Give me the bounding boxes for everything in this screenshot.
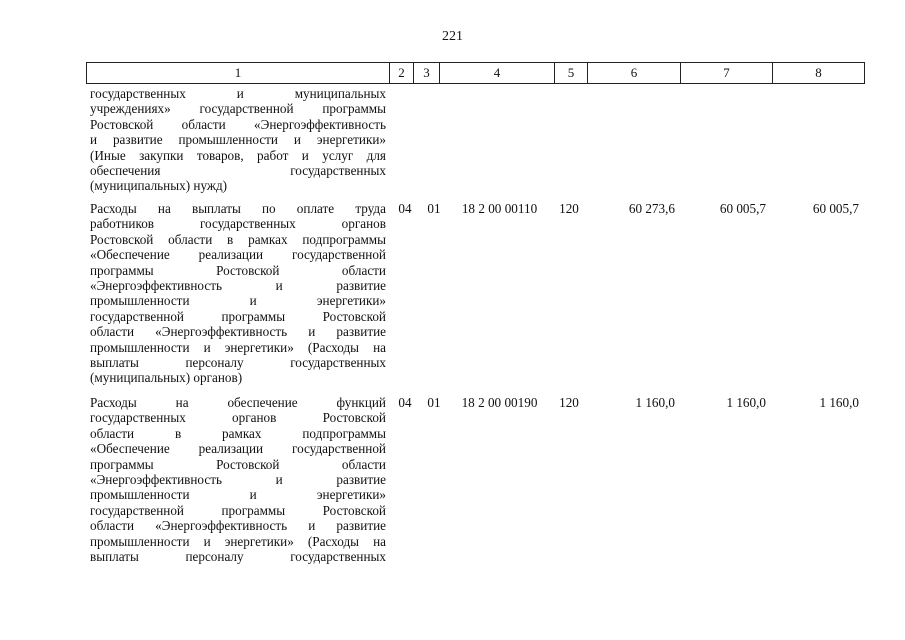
text-line: учреждениях» государственной программы bbox=[90, 101, 386, 117]
text-line: обеспечения государственных bbox=[90, 163, 386, 179]
table-header bbox=[86, 62, 865, 84]
cell-vr: 120 bbox=[559, 395, 579, 410]
row-description bbox=[90, 395, 386, 564]
header-col-7: 7 bbox=[681, 63, 773, 83]
text-line: «Энергоэффективность и развитие bbox=[90, 278, 386, 294]
text-line: Расходы на обеспечение функций bbox=[90, 395, 386, 410]
text-line: выплаты персоналу государственных bbox=[90, 355, 386, 371]
cell-rz: 04 bbox=[398, 201, 412, 216]
cell-csr: 18 2 00 00190 bbox=[461, 395, 538, 410]
header-col-5: 5 bbox=[555, 63, 588, 83]
text-line: программы Ростовской области bbox=[90, 262, 386, 278]
text-line: промышленности и энергетики» (Расходы на bbox=[90, 533, 386, 549]
header-col-8: 8 bbox=[815, 65, 822, 80]
cell-amount-1: 1 160,0 bbox=[635, 395, 675, 410]
cell-amount-1: 60 273,6 bbox=[628, 201, 675, 216]
text-line: (муниципальных) органов) bbox=[90, 370, 243, 386]
text-line: государственных органов Ростовской bbox=[90, 410, 386, 426]
cell-pr: 01 bbox=[427, 201, 441, 216]
text-line: промышленности и энергетики» (Расходы на bbox=[90, 339, 386, 355]
text-line: области «Энергоэффективность и развитие bbox=[90, 324, 386, 340]
text-line: «Обеспечение реализации государственной bbox=[90, 441, 386, 457]
cell-vr: 120 bbox=[559, 201, 579, 216]
cell-rz: 04 bbox=[398, 395, 412, 410]
text-line: выплаты персоналу государственных bbox=[90, 549, 386, 565]
text-line: работников государственных органов bbox=[90, 216, 386, 232]
header-col-3: 3 bbox=[414, 63, 440, 83]
text-line: государственной программы Ростовской bbox=[90, 502, 386, 518]
page-number: 221 bbox=[442, 29, 463, 44]
text-line: (муниципальных) нужд) bbox=[90, 178, 228, 194]
text-line: Расходы на выплаты по оплате труда bbox=[90, 201, 386, 216]
cell-csr: 18 2 00 00110 bbox=[461, 201, 538, 216]
text-line: «Обеспечение реализации государственной bbox=[90, 247, 386, 263]
text-line: государственной программы Ростовской bbox=[90, 308, 386, 324]
header-col-1: 1 bbox=[87, 63, 390, 83]
row-description bbox=[90, 201, 386, 386]
text-line: Ростовской области «Энергоэффективность bbox=[90, 116, 386, 132]
cell-amount-3: 1 160,0 bbox=[819, 395, 859, 410]
text-line: области «Энергоэффективность и развитие bbox=[90, 518, 386, 534]
text-line: промышленности и энергетики» bbox=[90, 293, 386, 309]
cell-pr: 01 bbox=[427, 395, 441, 410]
text-line: Ростовской области в рамках подпрограммы bbox=[90, 231, 386, 247]
text-line: государственных и муниципальных bbox=[90, 86, 386, 101]
cell-amount-2: 1 160,0 bbox=[726, 395, 766, 410]
text-line: промышленности и энергетики» bbox=[90, 487, 386, 503]
text-line: и развитие промышленности и энергетики» bbox=[90, 132, 386, 148]
text-line: (Иные закупки товаров, работ и услуг для bbox=[90, 147, 386, 163]
text-line: области в рамках подпрограммы bbox=[90, 425, 386, 441]
header-col-2: 2 bbox=[390, 63, 414, 83]
text-line: «Энергоэффективность и развитие bbox=[90, 472, 386, 488]
text-line: программы Ростовской области bbox=[90, 456, 386, 472]
header-col-6: 6 bbox=[588, 63, 681, 83]
row-description bbox=[90, 86, 386, 194]
cell-amount-3: 60 005,7 bbox=[812, 201, 859, 216]
cell-amount-2: 60 005,7 bbox=[719, 201, 766, 216]
header-col-4: 4 bbox=[440, 63, 555, 83]
